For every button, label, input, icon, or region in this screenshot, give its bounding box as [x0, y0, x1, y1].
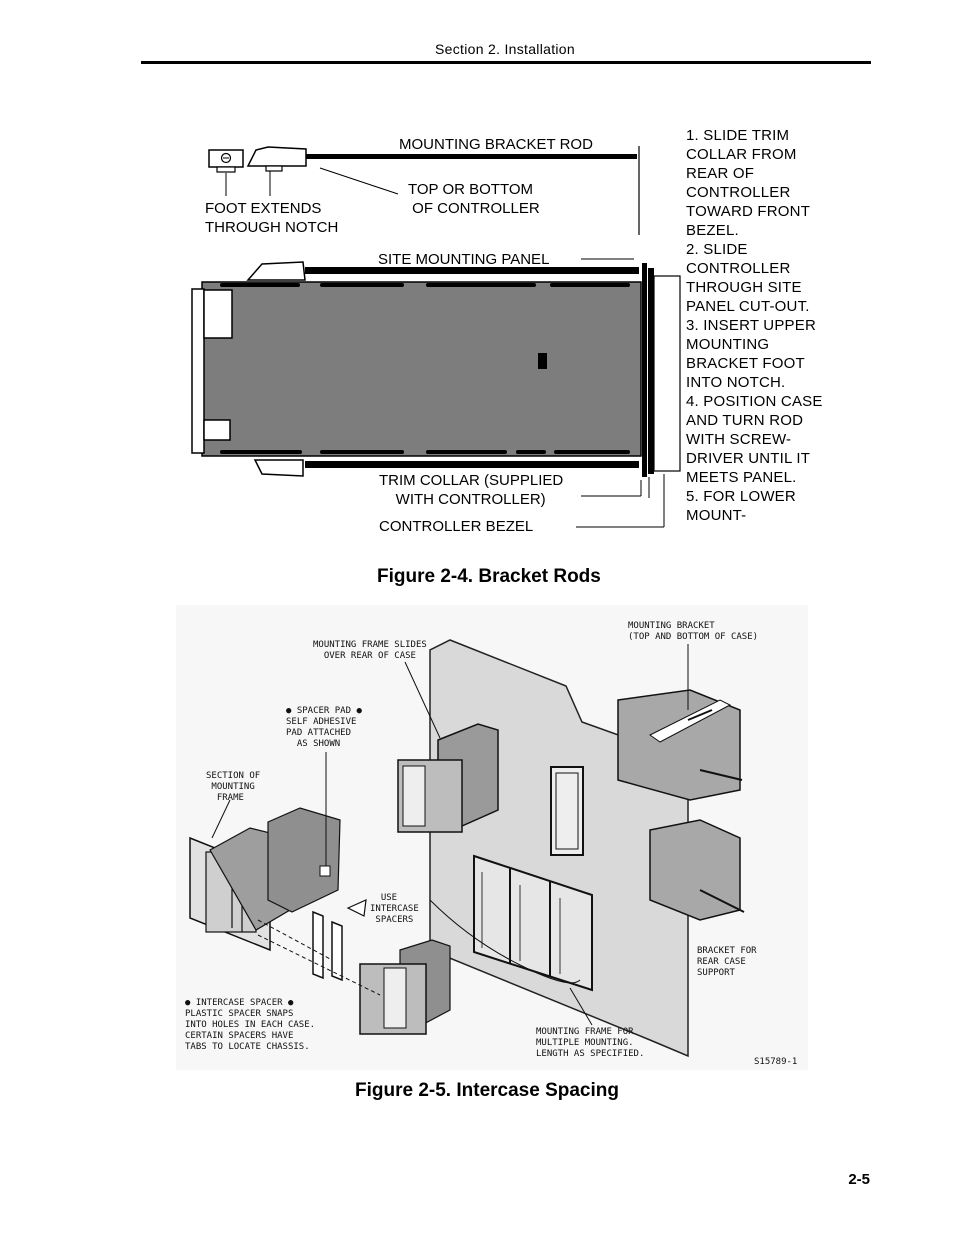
step-line: 5. FOR LOWER: [686, 488, 796, 505]
section-of-frame-label: SECTION OF MOUNTING FRAME: [206, 771, 261, 803]
step-line: MOUNT-: [686, 507, 747, 524]
step-line: MEETS PANEL.: [686, 469, 797, 486]
figure-2-4-caption: Figure 2-4. Bracket Rods: [377, 566, 601, 587]
step-line: CONTROLLER: [686, 260, 791, 277]
site-mounting-panel-label: SITE MOUNTING PANEL: [378, 251, 550, 268]
bracket-rear-label: BRACKET FOR REAR CASE SUPPORT: [697, 946, 757, 978]
top-or-bottom-label: TOP OR BOTTOM OF CONTROLLER: [408, 181, 540, 217]
step-line: WITH SCREW-: [686, 431, 792, 448]
trim-collar-label: TRIM COLLAR (SUPPLIED WITH CONTROLLER): [379, 472, 564, 508]
controller-bezel-label: CONTROLLER BEZEL: [379, 518, 534, 535]
section-header: Section 2. Installation: [435, 41, 575, 57]
step-line: CONTROLLER: [686, 184, 791, 201]
use-spacers-label: USE INTERCASE SPACERS: [370, 893, 419, 925]
step-line: 2. SLIDE: [686, 241, 748, 258]
page-number: 2-5: [848, 1171, 870, 1188]
step-line: COLLAR FROM: [686, 146, 797, 163]
foot-extends-label: FOOT EXTENDS THROUGH NOTCH: [205, 200, 339, 236]
step-line: PANEL CUT-OUT.: [686, 298, 810, 315]
step-line: INTO NOTCH.: [686, 374, 786, 391]
intercase-spacer-label: ● INTERCASE SPACER ● PLASTIC SPACER SNAPS INTO HOLES IN EACH CASE. CERTAIN SPACERS HAVE TABS TO LOCATE CHASSIS.: [185, 998, 316, 1052]
step-line: BEZEL.: [686, 222, 739, 239]
mounting-frame-multiple-label: MOUNTING FRAME FOR MULTIPLE MOUNTING. LENGTH AS SPECIFIED.: [536, 1027, 645, 1059]
figure-2-5-caption: Figure 2-5. Intercase Spacing: [355, 1080, 619, 1101]
step-line: 4. POSITION CASE: [686, 393, 823, 410]
step-line: THROUGH SITE: [686, 279, 802, 296]
mounting-bracket-label: MOUNTING BRACKET (TOP AND BOTTOM OF CASE): [628, 621, 759, 642]
mounting-bracket-rod-label: MOUNTING BRACKET ROD: [399, 136, 593, 153]
step-line: TOWARD FRONT: [686, 203, 811, 220]
step-line: BRACKET FOOT: [686, 355, 805, 372]
drawing-number: S15789-1: [754, 1057, 798, 1067]
step-line: AND TURN ROD: [686, 412, 804, 429]
spacer-pad-label: ● SPACER PAD ● SELF ADHESIVE PAD ATTACHED AS SHOWN: [286, 706, 362, 749]
step-line: REAR OF: [686, 165, 755, 182]
mounting-frame-slides-label: MOUNTING FRAME SLIDES OVER REAR OF CASE: [313, 640, 427, 661]
step-line: 1. SLIDE TRIM: [686, 127, 790, 144]
step-line: 3. INSERT UPPER: [686, 317, 816, 334]
step-line: MOUNTING: [686, 336, 770, 353]
step-line: DRIVER UNTIL IT: [686, 450, 811, 467]
